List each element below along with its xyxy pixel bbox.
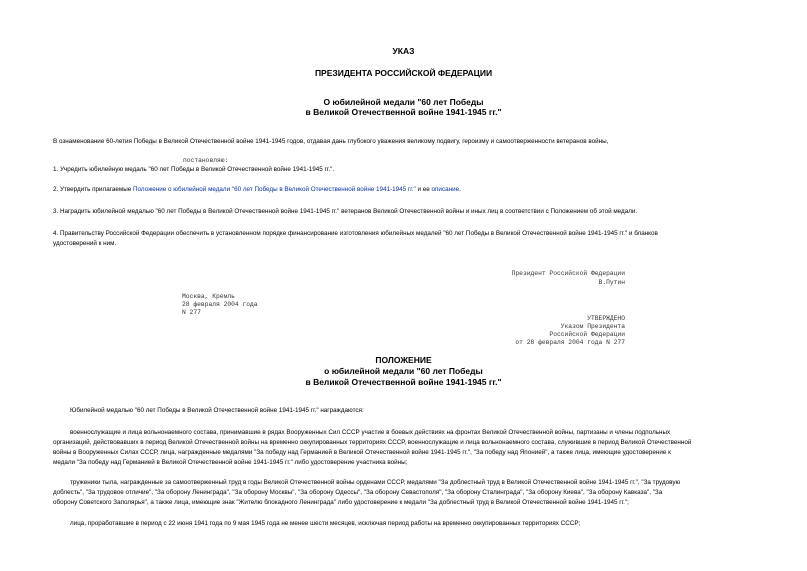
regulation-link[interactable]: Положение о юбилейной медали "60 лет Победы в Великой Отечественной войне 1941-1945 гг." <box>133 186 416 193</box>
para-2-line-1: труженики тыла, награжденные за самоотверженный труд в годы Великой Отечественной войны орденами СССР, медалями "За доблестный труд в Великой Отечественной войне 1941-1945 гг.", "За трудовую <box>70 479 681 486</box>
item-2-suffix: . <box>459 186 461 193</box>
place-line-1: Москва, Кремль <box>182 293 235 300</box>
approved-line-4: от 28 февраля 2004 года N 277 <box>515 339 625 346</box>
para-1-line-2: организаций, действовавших в период Великой Отечественной войны на временно оккупированных территориях СССР, военнослужащие и лица вольнонаемного состава, служившие в период Великой Отечественной <box>53 439 692 446</box>
approved-line-2: Указом Президента <box>560 323 625 330</box>
para-2-line-3: оборону Советского Заполярья", а также лица, имеющие знак "Жителю блокадного Ленинграда" либо удостоверение к медали "За доблестный труд в Великой Отечественной войне 1941-1945 гг."; <box>53 499 629 506</box>
item-1: 1. Учредить юбилейную медаль "60 лет Победы в Великой Отечественной войне 1941-1945 гг.". <box>53 166 335 173</box>
signature-title: Президент Российской Федерации <box>511 270 625 277</box>
regulation-subject-line-1: о юбилейной медали "60 лет Победы <box>324 366 483 376</box>
para-2-line-2: доблесть", "За трудовое отличие", "За оборону Ленинграда", "За оборону Москвы", "За оборону Одессы", "За оборону Севастополя", "За оборону Сталинграда", "За оборону Киева", "За оборону Кавказа", "За <box>53 489 663 496</box>
place-date: 28 февраля 2004 года <box>182 301 258 308</box>
signature-name: В.Путин <box>598 279 625 286</box>
regulation-title: ПОЛОЖЕНИЕ <box>375 355 432 365</box>
place-number: N 277 <box>182 309 201 316</box>
para-1-line-4: медали "За победу над Германией в Великой Отечественной войне 1941-1945 гг." либо удостоверение участника войны; <box>53 459 408 466</box>
para-3: лица, проработавшие в период с 22 июня 1941 года по 9 мая 1945 года не менее шести месяцев, исключая период работы на временно оккупированных территориях СССР; <box>70 520 581 527</box>
item-2 <box>53 185 461 195</box>
decree-subject-line-2: в Великой Отечественной войне 1941-1945 гг." <box>305 107 502 117</box>
decree-subject-line-1: О юбилейной медали "60 лет Победы <box>323 97 484 107</box>
preamble: В ознаменование 60-летия Победы в Великой Отечественной войне 1941-1945 годов, отдавая дань глубокого уважения великому подвигу, героизму и самоотверженности ветеранов войны, <box>53 138 609 145</box>
regulation-intro: Юбилейной медалью "60 лет Победы в Великой Отечественной войне 1941-1945 гг." награждаются: <box>70 407 364 414</box>
para-1-line-3: войны в Вооруженных Силах СССР, лица, награжденные медалями "За победу над Германией в Великой Отечественной войне 1941-1945 гг.", "За победу над Японией", а также лица, имеющие удостоверение к <box>53 449 671 456</box>
decree-heading: УКАЗ <box>392 46 415 56</box>
description-link[interactable]: описание <box>431 186 460 193</box>
item-2-middle: и ее <box>415 186 432 193</box>
approved-line-1: УТВЕРЖДЕНО <box>587 315 625 322</box>
para-1-line-1: военнослужащие и лица вольнонаемного состава, принимавшие в рядах Вооруженных Сил СССР участие в боевых действиях на фронтах Великой Отечественной войны, партизаны и члены подпольных <box>70 429 671 436</box>
item-4-line-2: удостоверений к ним. <box>53 240 117 247</box>
approved-line-3: Российской Федерации <box>549 331 625 338</box>
item-4-line-1: 4. Правительству Российской Федерации обеспечить в установленном порядке финансирование изготовления юбилейных медалей "60 лет Победы в Великой Отечественной войне 1941-1945 гг." и бланков <box>53 230 658 237</box>
decree-issuer: ПРЕЗИДЕНТА РОССИЙСКОЙ ФЕДЕРАЦИИ <box>314 68 493 78</box>
regulation-subject-line-2: в Великой Отечественной войне 1941-1945 гг." <box>305 377 502 387</box>
item-2-prefix: 2. Утвердить прилагаемые <box>53 186 133 193</box>
decree-word: постановляю: <box>183 157 229 164</box>
item-3: 3. Наградить юбилейной медалью "60 лет Победы в Великой Отечественной войне 1941-1945 гг." ветеранов Великой Отечественной войны и иных лиц в соответствии с Положением об этой медали. <box>53 208 638 215</box>
